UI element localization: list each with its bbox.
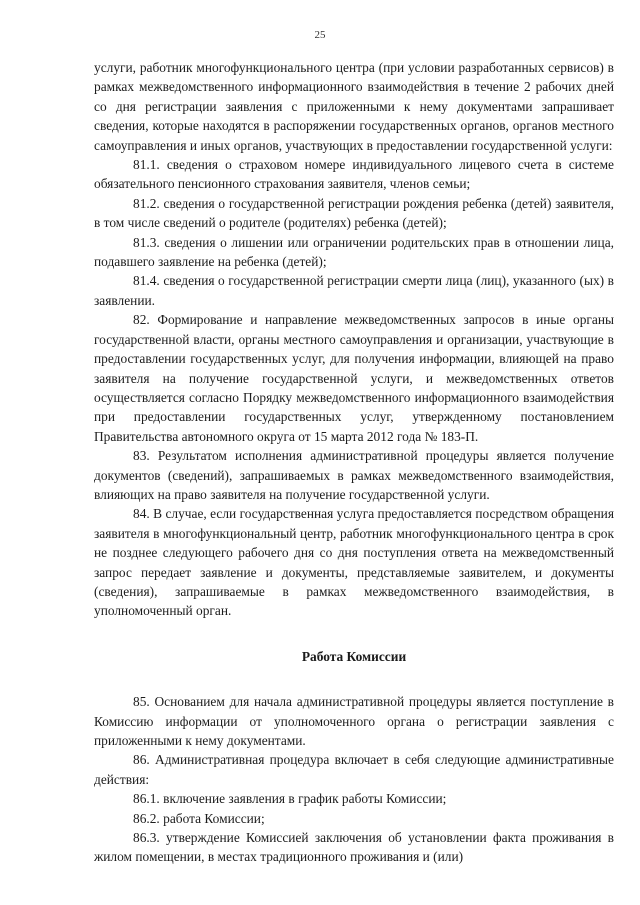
- page-number: 25: [314, 29, 326, 41]
- paragraph-86-2: 86.2. работа Комиссии;: [133, 810, 265, 826]
- paragraph-86-1: 86.1. включение заявления в график работы Комиссии;: [133, 791, 447, 807]
- paragraph-82: 82. Формирование и направление межведомственных запросов в иные органы государственной власти, органы местного самоуправления и организации, участвующие в предоставлении государственных услуг, для получения информации, влияющей на право заявителя на получение государственной услуги, и межведомственных ответов осуществляется согласно Порядку межведомственного информационного взаимодействия при предоставлении государственных услуг, утвержденному постановлением Правительства автономного округа от 15 марта 2012 года № 183-П.: [94, 312, 614, 444]
- paragraph-81-4: 81.4. сведения о государственной регистрации смерти лица (лиц), указанного (ых) в заявлении.: [94, 273, 614, 308]
- paragraph-86-3: 86.3. утверждение Комиссией заключения об установлении факта проживания в жилом помещении, в местах традиционного проживания и (или): [94, 830, 614, 865]
- paragraph-continuation: услуги, работник многофункционального центра (при условии разработанных сервисов) в рамках межведомственного информационного взаимодействия в течение 2 рабочих дней со дня регистрации заявления с приложенными к нему документами запрашивает сведения, которые находятся в распоряжении государственных органов, органов местного самоуправления и иных органов, участвующих в предоставлении государственной услуги:: [94, 60, 614, 153]
- paragraph-85: 85. Основанием для начала административной процедуры является поступление в Комиссию информации от уполномоченного органа о регистрации заявления с приложенными к нему документами.: [94, 694, 614, 748]
- paragraph-84: 84. В случае, если государственная услуга предоставляется посредством обращения заявителя в многофункциональный центр, работник многофункционального центра в срок не позднее следующего рабочего дня со дня поступления ответа на межведомственный запрос передает заявление и документы, представляемые заявителем, и документы (сведения), запрашиваемые в рамках межведомственного взаимодействия, в уполномоченный орган.: [94, 506, 614, 619]
- paragraph-86: 86. Административная процедура включает в себя следующие административные действия:: [94, 752, 614, 787]
- paragraph-81-3: 81.3. сведения о лишении или ограничении родительских прав в отношении лица, подавшего заявление на ребенка (детей);: [94, 234, 614, 270]
- paragraph-81-2: 81.2. сведения о государственной регистрации рождения ребенка (детей) заявителя, в том числе сведений о родителе (родителях) ребенка (детей);: [94, 195, 614, 231]
- section-heading: Работа Комиссии: [301, 648, 407, 664]
- document-body: [94, 58, 614, 867]
- paragraph-81-1: 81.1. сведения о страховом номере индивидуального лицевого счета в системе обязательного пенсионного страхования заявителя, членов семьи;: [94, 157, 614, 192]
- paragraph-83: 83. Результатом исполнения административной процедуры является получение документов (сведений), запрашиваемых в рамках межведомственного взаимодействия, влияющих на право заявителя на получение государственной услуги.: [94, 448, 614, 502]
